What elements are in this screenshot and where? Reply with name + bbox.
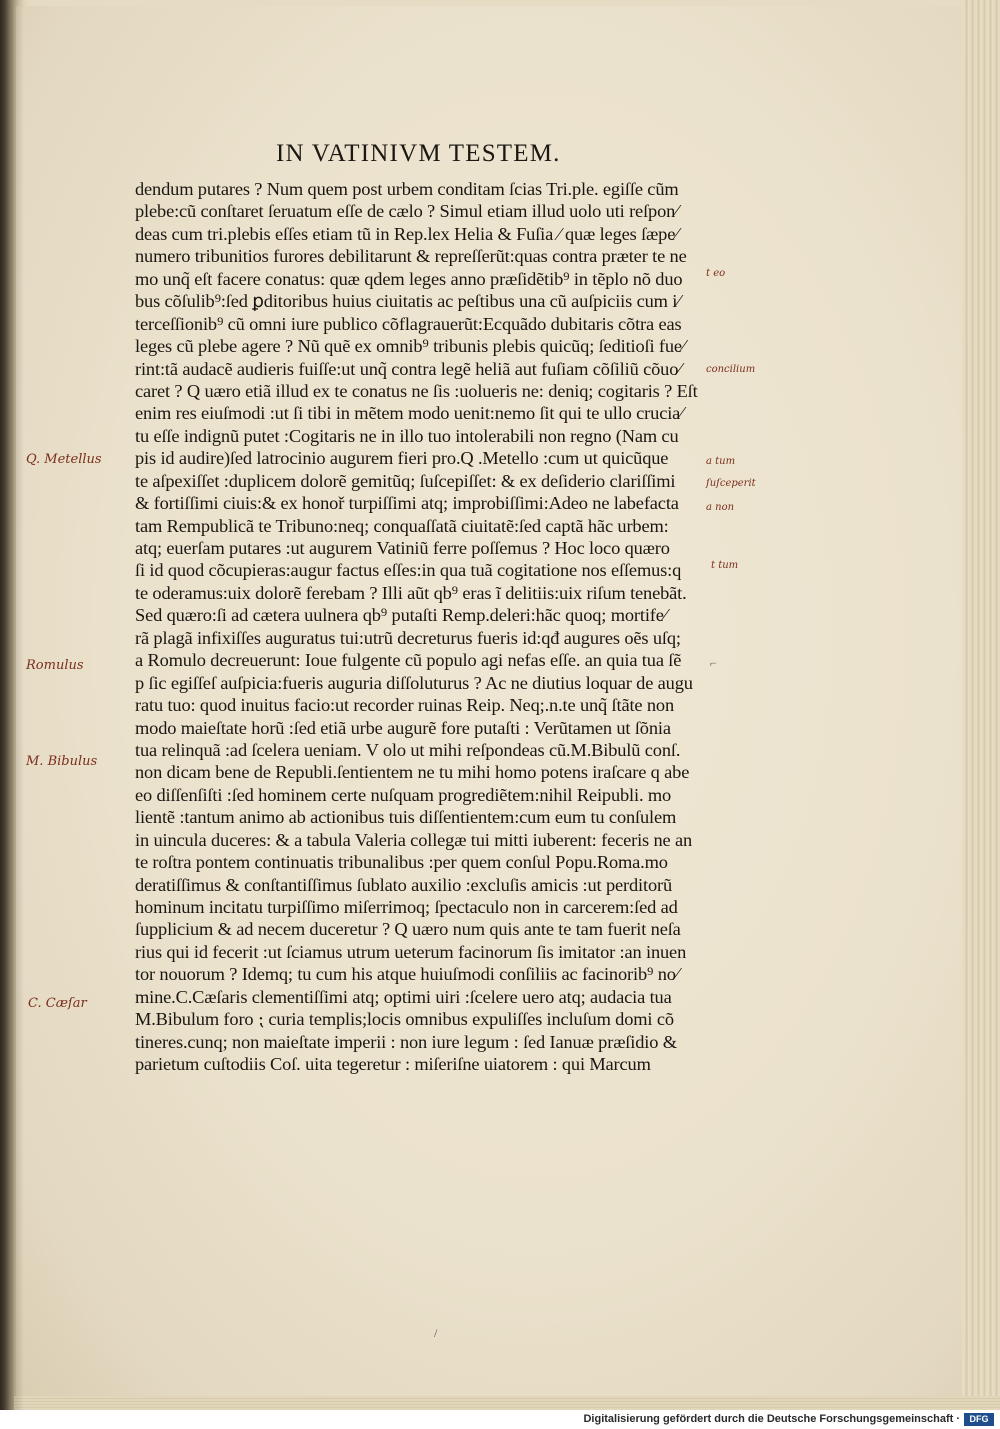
text-line: te oderamus:uix dolorẽ ferebam ? Illi aũt qb⁹ eras ĩ delitiis:uix riſum tenebãt.	[135, 582, 687, 603]
text-line: M.Bibulum foro ⁏ curia templis;locis omnibus expuliſſes incluſum domi cõ	[135, 1009, 674, 1030]
margin-note-metellus: Q. Metellus	[26, 452, 102, 467]
text-line: bus cõſulib⁹:ſed ꝑditoribus huius ciuitatis ac peſtibus una cũ auſpiciis cum i⁄	[135, 291, 681, 312]
text-line: leges cũ plebe agere ? Nũ quẽ ex omnib⁹ tribunis plebis quicũq; ſeditioſi fue⁄	[135, 336, 685, 357]
page-edge-right	[962, 0, 1000, 1410]
margin-note-bibulus: M. Bibulus	[26, 754, 98, 769]
text-line: tu eſſe indignũ putet :Cogitaris ne in illo tuo intolerabili non regno (Nam cu	[135, 425, 679, 446]
digitization-credit-bar	[0, 1410, 1000, 1429]
credit-text: Digitalisierung gefördert durch die Deutsche Forschungsgemeinschaft ·	[583, 1413, 960, 1425]
text-line: atq; euerſam putares :ut augurem Vatiniũ ferre poſſemus ? Hoc loco quæro	[135, 538, 670, 558]
text-line: tineres.cunq; non maieſtate imperii : non iure legum : ſed Ianuæ præſidio &	[135, 1031, 677, 1052]
text-line: ſupplicium & ad necem duceretur ? Q uæro num quis ante te tam fuerit neſa	[135, 919, 681, 940]
text-line: tam Rempublicã te Tribuno:neq; conquaſſatã ciuitatẽ:ſed captã hãc urbem:	[135, 515, 669, 536]
stray-mark: /	[434, 1326, 438, 1340]
text-line: rint:tã audacẽ audieris fuiſſe:ut unq̃ contra legẽ heliã aut fuſiam cõſiliũ cõuo⁄	[135, 358, 682, 379]
text-line: dendum putares ? Num quem post urbem conditam ſcias Tri.ple. egiſſe cũm	[135, 179, 679, 199]
text-line: non dicam bene de Republi.ſentientem ne tu mihi homo potens iraſcare q abe	[135, 762, 690, 783]
dfg-logo: DFG	[964, 1413, 994, 1426]
text-line: pis id audire)ſed latrocinio augurem fieri pro.Q .Metello :cum ut quicũque	[135, 448, 669, 469]
text-line: tor nouorum ? Idemq; tu cum his atque huiuſmodi conſiliis ac facinorib⁹ no⁄	[135, 964, 679, 985]
text-line: in uincula duceres: & a tabula Valeria collegæ tui mitti iuberent: feceris ne an	[135, 829, 693, 850]
margin-note-right: t eo	[706, 268, 726, 279]
text-line: deratiſſimus & conſtantiſſimus ſublato auxilio :excluſis amicis :ut perditorũ	[135, 874, 673, 895]
margin-note-romulus: Romulus	[26, 658, 84, 673]
text-line: parietum cuſtodiis Coſ. uita tegeretur : miſeriſne uiatorem : qui Marcum	[135, 1054, 651, 1075]
text-line: rã plagã infixiſſes auguratus tui:utrũ decreturus fueris id:qđ augures oẽs uſq;	[135, 627, 681, 648]
text-line: & fortiſſimi ciuis:& ex honoř turpiſſimi atq; improbiſſimi:Adeo ne labefacta	[135, 493, 679, 514]
margin-note-right: a non	[706, 502, 735, 513]
text-block	[135, 178, 717, 1076]
text-line: tua relinquã :ad ſcelera ueniam. V olo ut mihi reſpondeas cũ.M.Bibulũ conſ.	[135, 739, 681, 760]
text-line: mine.C.Cæſaris clementiſſimi atq; optimi uiri :ſcelere uero atq; audacia tua	[135, 986, 672, 1007]
text-line: deas cum tri.plebis eſſes etiam tũ in Rep.lex Helia & Fuſia ⁄ quæ leges ſæpe⁄	[135, 223, 679, 244]
text-line: terceſſionib⁹ cũ omni iure publico cõflagrauerũt:Ecquãdo dubitaris cõtra eas	[135, 313, 682, 334]
text-line: a Romulo decreuerunt: Ioue fulgente cũ populo agi nefas eſſe. an quia tua ſẽ	[135, 650, 682, 671]
text-line: ſi id quod cõcupieras:augur factus eſſes:in qua tuã cogitatione nos eſſemus:q	[135, 560, 682, 581]
text-line: te roſtra pontem continuatis tribunalibus :per quem conſul Popu.Roma.mo	[135, 852, 668, 873]
margin-note-right: concilium	[706, 364, 756, 375]
text-line: p ſic egiſſeſ auſpicia:fueris auguria diſſoluturus ? Ac ne diutius loquar de augu	[135, 672, 693, 693]
margin-note-right: ſuſceperit	[706, 478, 756, 489]
text-line: eo diſſenſiſti :ſed hominem certe nuſquam progrediẽtem:nihil Reipubli. mo	[135, 784, 672, 805]
correction-mark: ⌐	[710, 656, 717, 670]
text-line: modo maieſtate horũ :ſed etiã urbe augurẽ fore putaſti : Verũtamen ut ſõnia	[135, 717, 671, 738]
text-line: Sed quæro:ſi ad cætera uulnera qb⁹ putaſti Remp.deleri:hãc quoq; mortife⁄	[135, 605, 667, 626]
text-line: hominum incitatu turpiſſimo miſerrimoq; ſpectaculo non in carcerem:ſed ad	[135, 897, 678, 917]
text-line: mo unq̃ eſt facere conatus: quæ qdem leges anno præſidẽtib⁹ in tẽplo nõ duo	[135, 268, 683, 289]
margin-note-right: t tum	[711, 560, 739, 571]
paper-page	[14, 6, 964, 1404]
text-line: ratu tuo: quod inuitus facio:ut recorder ruinas Reip. Neq;.n.te unq̃ ſtãte non	[135, 695, 675, 716]
running-heading: IN VATINIVM TESTEM.	[276, 140, 561, 167]
text-line: rius qui id fecerit :ut ſciamus utrum ueterum facinorum ſis imitator :an inuen	[135, 941, 687, 962]
text-line: numero tribunitios furores debilitarunt & repreſſerũt:quas contra præter te ne	[135, 246, 687, 267]
margin-note-right: a tum	[706, 456, 736, 467]
page-edge-bottom	[14, 1396, 1000, 1410]
text-line: enim res eiuſmodi :ut ſi tibi in mẽtem modo uenit:nemo ſit qui te ullo crucia⁄	[135, 403, 684, 424]
text-line: lientẽ :tantum animo ab actionibus tuis diſſentientem:cum eum tu conſulem	[135, 807, 677, 828]
text-line: caret ? Q uæro etiã illud ex te conatus ne ſis :uolueris ne: deniq; cogitaris ? Eſt	[135, 380, 698, 401]
margin-note-caesar: C. Cæſar	[28, 996, 87, 1011]
text-line: te aſpexiſſet :duplicem dolorẽ gemitũq; ſuſcepiſſet: & ex deſiderio clariſſimi	[135, 470, 676, 491]
text-line: plebe:cũ conſtaret ſeruatum eſſe de cælo ? Simul etiam illud uolo uti reſpon⁄	[135, 201, 679, 222]
